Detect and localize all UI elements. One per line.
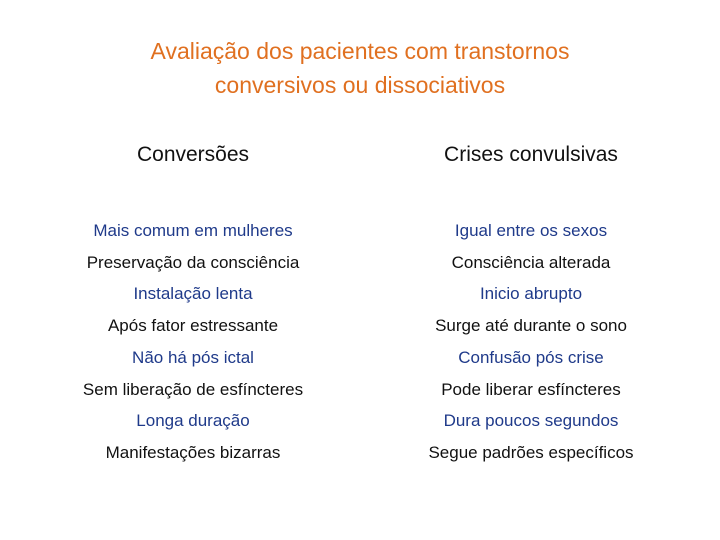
list-item: Pode liberar esfíncteres [441, 379, 621, 399]
list-item: Preservação da consciência [86, 252, 300, 272]
list-item: Confusão pós crise [458, 347, 604, 367]
slide-title-line-1: Avaliação dos pacientes com transtornos [150, 38, 570, 64]
list-item: Consciência alterada [451, 252, 611, 272]
list-item: Manifestações bizarras [105, 442, 281, 462]
list-item: Longa duração [136, 411, 250, 431]
list-item: Não há pós ictal [132, 347, 254, 367]
list-item: Surge até durante o sono [435, 316, 627, 336]
list-item: Segue padrões específicos [428, 442, 634, 462]
column-conversoes [30, 140, 356, 469]
column-header-conversoes: Conversões [136, 143, 250, 166]
list-item: Instalação lenta [133, 284, 253, 304]
slide-title-line-2: conversivos ou dissociativos [214, 72, 506, 98]
column-crises-convulsivas [368, 140, 694, 469]
list-item: Após fator estressante [107, 316, 279, 336]
list-item: Inicio abrupto [479, 284, 583, 304]
slide-title [0, 34, 720, 102]
list-item: Sem liberação de esfíncteres [82, 379, 304, 399]
column-header-crises-convulsivas: Crises convulsivas [444, 143, 618, 166]
list-item: Igual entre os sexos [454, 221, 608, 240]
list-item: Mais comum em mulheres [93, 221, 293, 240]
list-item: Dura poucos segundos [443, 411, 619, 431]
